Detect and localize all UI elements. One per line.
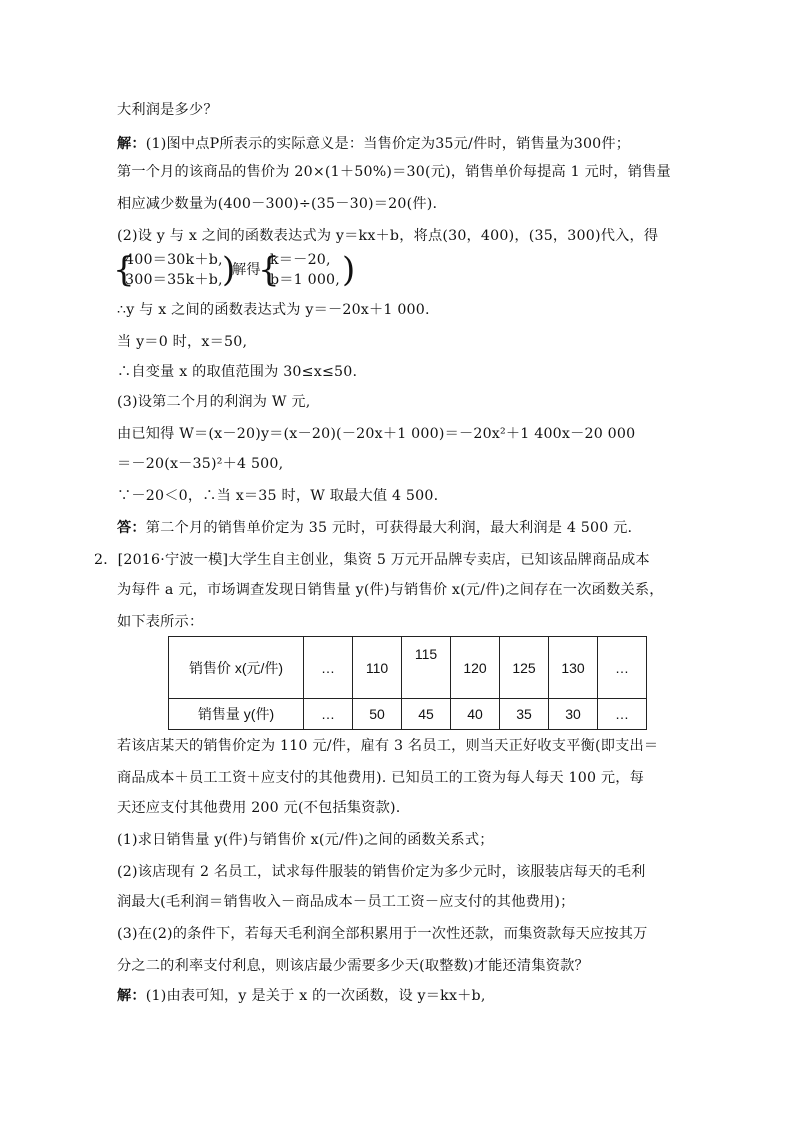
text-line-4: 相应减少数量为(400－300)÷(35－30)＝20(件). [117,196,438,212]
left-brace-2: { [258,250,280,290]
text-line-10: (3)设第二个月的利润为 W 元, [117,394,311,410]
table-cell: 130 [549,637,598,699]
table-cell: … [598,699,647,730]
text-line-24: (3)在(2)的条件下，若每天毛利润全部积累用于一次性还款，而集资款每天应按其万 [117,926,648,942]
problem-2-line-1: 2．[2016·宁波一模]大学生自主创业，集资 5 万元开品牌专卖店，已知该品牌商品成本 [94,552,650,568]
table-header-price: 销售价 x(元/件) [169,637,304,699]
right-paren: ) [222,250,236,290]
solution-text: (1)图中点P所表示的实际意义是：当售价定为35元/件时，销售量为300件； [145,136,631,152]
answer-line [117,518,632,538]
text-line-1: 大利润是多少？ [117,102,218,118]
table-row-price [169,637,647,699]
solution-line-1 [117,134,630,154]
solution-line-2 [117,986,486,1006]
text-line-5: (2)设 y 与 x 之间的函数表达式为 y＝kx＋b，将点(30，400)，(35，300)代入，得 [117,228,659,244]
text-line-20: 天还应支付其他费用 200 元(不包括集资款). [117,800,401,816]
text-line-25: 分之二的利率支付利息，则该店最少需要多少天(取整数)才能还清集资款？ [117,958,589,974]
solve-word: 解得 [232,262,261,278]
text-line-12: ＝－20(x－35)²＋4 500, [117,456,284,472]
table-cell: … [304,637,353,699]
problem-2-line-3: 如下表所示： [117,614,204,630]
right-paren-2: ) [342,250,356,290]
table-cell: 35 [500,699,549,730]
text-line-23: 润最大(毛利润＝销售收入－商品成本－员工工资－应支付的其他费用)； [117,894,575,910]
answer-text: 第二个月的销售单价定为 35 元时，可获得最大利润，最大利润是 4 500 元. [145,520,633,536]
table-cell: 45 [402,699,451,730]
answer-label: 答： [117,520,146,536]
text-line-9: ∴自变量 x 的取值范围为 30≤x≤50. [117,364,358,380]
table-header-volume: 销售量 y(件) [169,699,304,730]
table-cell: … [598,637,647,699]
table-cell: 120 [451,637,500,699]
text-line-7: ∴y 与 x 之间的函数表达式为 y＝－20x＋1 000. [117,302,430,318]
solution-text-2: (1)由表可知，y 是关于 x 的一次函数，设 y＝kx＋b, [145,988,486,1004]
text-line-21: (1)求日销售量 y(件)与销售价 x(元/件)之间的函数关系式； [117,832,494,848]
table-cell: 115 [402,637,451,699]
equation-2: 300＝35k＋b, [125,272,223,288]
table-cell: … [304,699,353,730]
equation-1: 400＝30k＋b, [125,252,223,268]
table-cell: 40 [451,699,500,730]
solution-k: k＝－20, [270,252,331,268]
solution-label-2: 解： [117,988,146,1004]
text-line-3: 第一个月的该商品的售价为 20×(1＋50%)＝30(元)，销售单价每提高 1 元时，销售量 [117,164,671,180]
text-line-18: 若该店某天的销售价定为 110 元/件，雇有 3 名员工，则当天正好收支平衡(即支出＝ [117,738,659,754]
table-cell: 30 [549,699,598,730]
text-line-8: 当 y＝0 时，x＝50, [117,334,248,350]
price-volume-table [168,636,647,730]
text-line-11: 由已知得 W＝(x－20)y＝(x－20)(－20x＋1 000)＝－20x²＋1 400x－20 000 [117,426,636,442]
table-cell: 110 [353,637,402,699]
problem-2-line-2: 为每件 a 元，市场调查发现日销售量 y(件)与销售价 x(元/件)之间存在一次函数关系， [117,582,664,598]
solution-b: b＝1 000, [270,272,340,288]
text-line-13: ∵－20＜0，∴当 x＝35 时，W 取最大值 4 500. [117,488,439,504]
table-cell: 125 [500,637,549,699]
left-brace: { [113,250,135,290]
table-row-volume [169,699,647,730]
text-line-22: (2)该店现有 2 名员工，试求每件服装的销售价定为多少元时，该服装店每天的毛利 [117,864,646,880]
solution-label: 解： [117,136,146,152]
text-line-19: 商品成本＋员工工资＋应支付的其他费用). 已知员工的工资为每人每天 100 元，每 [117,770,645,786]
table-cell: 50 [353,699,402,730]
